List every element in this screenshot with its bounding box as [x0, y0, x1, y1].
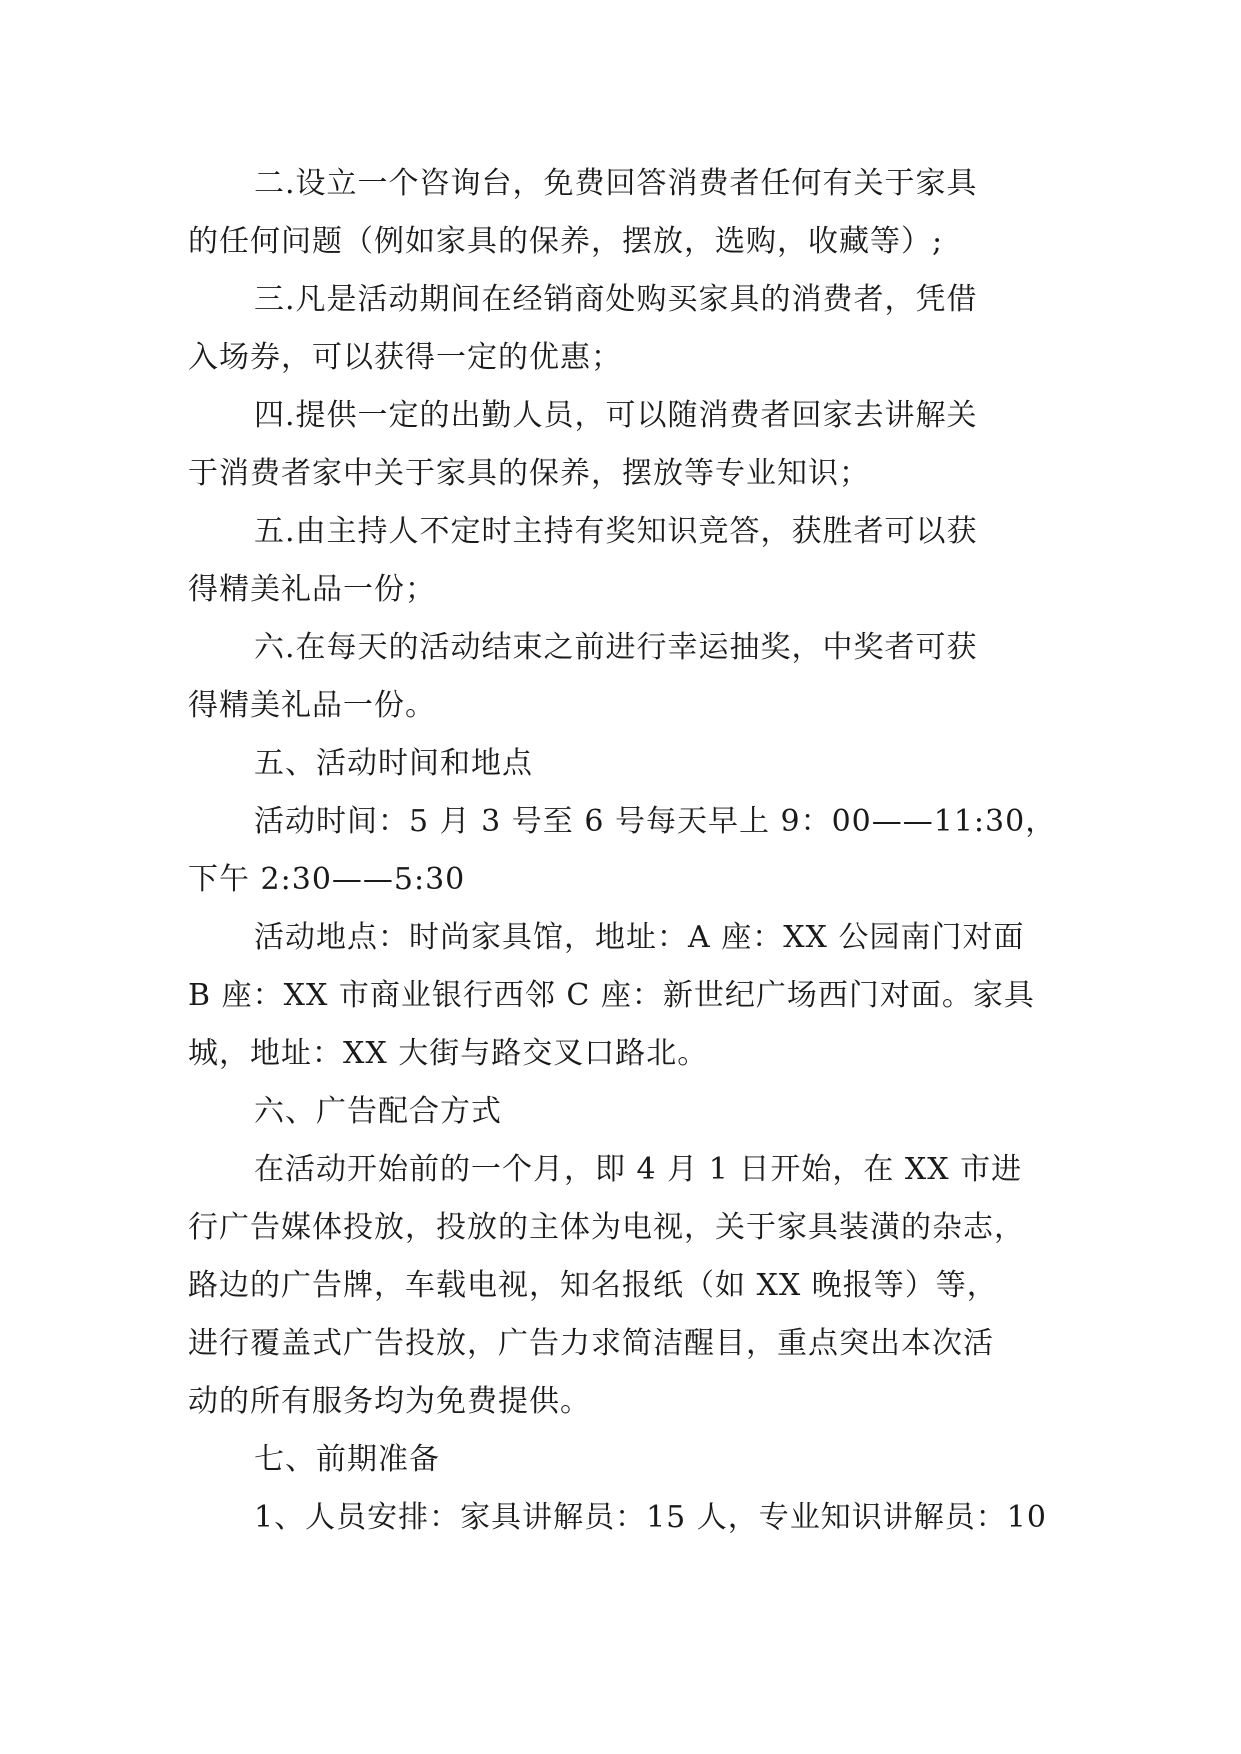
paragraph-line: 得精美礼品一份。	[188, 688, 436, 723]
section-heading: 七、前期准备	[254, 1442, 440, 1477]
paragraph-line: B 座：XX 市商业银行西邻 C 座：新世纪广场西门对面。家具	[188, 978, 1035, 1013]
paragraph-line: 的任何问题（例如家具的保养，摆放，选购，收藏等）;	[188, 224, 944, 259]
paragraph-line: 行广告媒体投放，投放的主体为电视，关于家具装潢的杂志，	[188, 1210, 1025, 1245]
paragraph-line: 入场券，可以获得一定的优惠；	[188, 340, 622, 375]
section-heading: 五、活动时间和地点	[254, 746, 533, 781]
paragraph-line: 五.由主持人不定时主持有奖知识竞答，获胜者可以获	[254, 514, 978, 549]
paragraph-line: 在活动开始前的一个月，即 4 月 1 日开始，在 XX 市进	[254, 1152, 1023, 1187]
paragraph-line: 六.在每天的活动结束之前进行幸运抽奖，中奖者可获	[254, 630, 978, 665]
paragraph-line: 1、人员安排：家具讲解员：15 人，专业知识讲解员：10	[254, 1500, 1047, 1535]
paragraph-line: 进行覆盖式广告投放，广告力求简洁醒目，重点突出本次活	[188, 1326, 994, 1361]
section-heading: 六、广告配合方式	[254, 1094, 502, 1129]
paragraph-line: 于消费者家中关于家具的保养，摆放等专业知识；	[188, 456, 870, 491]
paragraph-line: 路边的广告牌，车载电视，知名报纸（如 XX 晚报等）等，	[188, 1268, 998, 1303]
paragraph-line: 三.凡是活动期间在经销商处购买家具的消费者，凭借	[254, 282, 978, 317]
paragraph-line: 四.提供一定的出勤人员，可以随消费者回家去讲解关	[254, 398, 978, 433]
paragraph-line: 活动时间：5 月 3 号至 6 号每天早上 9：00——11:30，	[254, 804, 1057, 839]
paragraph-line: 得精美礼品一份；	[188, 572, 436, 607]
paragraph-line: 二.设立一个咨询台，免费回答消费者任何有关于家具	[254, 166, 978, 201]
paragraph-line: 活动地点：时尚家具馆，地址：A 座：XX 公园南门对面	[254, 920, 1025, 955]
paragraph-line: 下午 2:30——5:30	[188, 862, 466, 897]
paragraph-line: 动的所有服务均为免费提供。	[188, 1384, 591, 1419]
paragraph-line: 城，地址：XX 大街与路交叉口路北。	[188, 1036, 709, 1071]
